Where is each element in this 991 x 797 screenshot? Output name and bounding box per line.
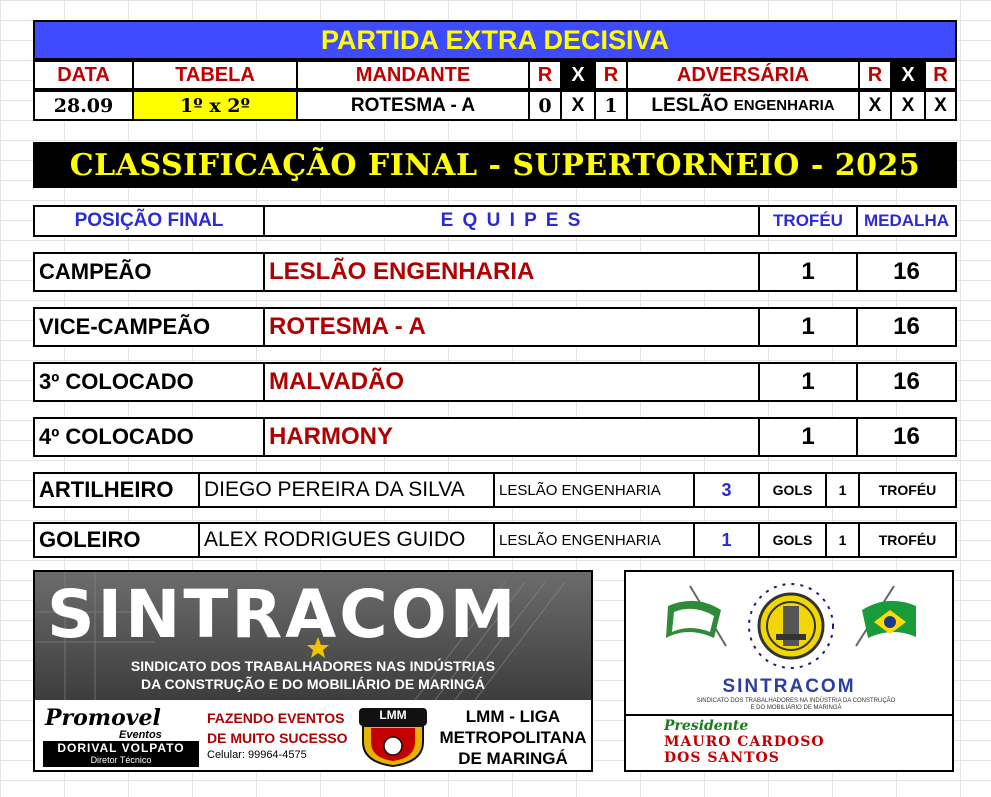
header-trophy: TROFÉU xyxy=(758,205,858,237)
sponsor-panel-left xyxy=(33,570,593,772)
position-4: 4º COLOCADO xyxy=(33,417,265,457)
sintracom-subtitle-1: SINDICATO DOS TRABALHADORES NAS INDÚSTRIAS xyxy=(130,658,496,674)
medal-1: 16 xyxy=(856,252,957,292)
award-player-top-scorer: DIEGO PEREIRA DA SILVA xyxy=(198,472,495,508)
trophy-4: 1 xyxy=(758,417,858,457)
match-date: 28.09 xyxy=(33,90,134,121)
league-line-2: METROPOLITANA xyxy=(439,728,587,747)
header-medal: MEDALHA xyxy=(856,205,957,237)
match-away-team xyxy=(626,90,860,121)
award-count-goalkeeper: 1 xyxy=(693,522,760,558)
header-adversaria: ADVERSÁRIA xyxy=(626,60,860,90)
award-team-goalkeeper: LESLÃO ENGENHARIA xyxy=(493,522,695,558)
position-2: VICE-CAMPEÃO xyxy=(33,307,265,347)
team-1: LESLÃO ENGENHARIA xyxy=(263,252,760,292)
away-team-small: ENGENHARIA xyxy=(733,97,835,114)
league-line-3: DE MARINGÁ xyxy=(458,749,568,768)
medal-2: 16 xyxy=(856,307,957,347)
sintracom-logo-subtitle: SINDICATO DOS TRABALHADORES NA INDÚSTRIA DA CONSTRUÇÃO E DO MOBILIÁRIO DE MARINGÁ xyxy=(696,698,896,711)
match-rx-3: X xyxy=(924,90,957,121)
classification-title: CLASSIFICAÇÃO FINAL - SUPERTORNEIO - 2025 xyxy=(33,142,957,188)
header-r-3: R xyxy=(858,60,892,90)
sponsor-panel-right xyxy=(624,570,954,772)
header-tabela: TABELA xyxy=(132,60,298,90)
team-3: MALVADÃO xyxy=(263,362,760,402)
league-line-1: LMM - LIGA xyxy=(465,707,561,726)
award-unit-goalkeeper: GOLS xyxy=(758,522,827,558)
promovel-director-name: DORIVAL VOLPATO xyxy=(57,741,185,755)
header-teams: E Q U I P E S xyxy=(263,205,760,237)
award-trophy-label-goalkeeper: TROFÉU xyxy=(858,522,957,558)
award-category-top-scorer: ARTILHEIRO xyxy=(33,472,200,508)
match-x: X xyxy=(560,90,596,121)
president-block xyxy=(664,718,916,766)
promo-line-2: DE MUITO SUCESSO xyxy=(207,730,348,746)
award-unit-top-scorer: GOLS xyxy=(758,472,827,508)
promovel-director-box xyxy=(43,741,199,767)
president-name-1: MAURO CARDOSO xyxy=(664,734,825,750)
promo-line-1: FAZENDO EVENTOS xyxy=(207,710,345,726)
medal-3: 16 xyxy=(856,362,957,402)
match-home-score: 0 xyxy=(528,90,562,121)
panel-divider xyxy=(624,714,954,716)
team-2: ROTESMA - A xyxy=(263,307,760,347)
sintracom-title: SINTRACOM xyxy=(47,576,519,653)
award-trophy-count-goalkeeper: 1 xyxy=(825,522,860,558)
promovel-director-role: Diretor Técnico xyxy=(90,755,152,765)
match-away-score: 1 xyxy=(594,90,628,121)
sintracom-logo-title: SINTRACOM xyxy=(722,676,856,697)
promovel-brand-sub: Eventos xyxy=(119,729,162,741)
award-team-top-scorer: LESLÃO ENGENHARIA xyxy=(493,472,695,508)
league-text xyxy=(435,706,591,769)
match-rx-2: X xyxy=(890,90,926,121)
sintracom-emblem-icon xyxy=(666,576,916,676)
match-rx-1: X xyxy=(858,90,892,121)
trophy-3: 1 xyxy=(758,362,858,402)
trophy-1: 1 xyxy=(758,252,858,292)
header-r-home: R xyxy=(528,60,562,90)
promovel-logo xyxy=(41,705,201,767)
header-r-away: R xyxy=(594,60,628,90)
header-r-4: R xyxy=(924,60,957,90)
lmm-badge-text: LMM xyxy=(379,708,407,722)
president-name-2: DOS SANTOS xyxy=(664,750,780,766)
match-banner-title: PARTIDA EXTRA DECISIVA xyxy=(33,20,957,60)
position-3: 3º COLOCADO xyxy=(33,362,265,402)
trophy-2: 1 xyxy=(758,307,858,347)
award-category-goalkeeper: GOLEIRO xyxy=(33,522,200,558)
award-trophy-label-top-scorer: TROFÉU xyxy=(858,472,957,508)
away-team-main: LESLÃO xyxy=(651,94,729,116)
match-home-team: ROTESMA - A xyxy=(296,90,530,121)
header-data: DATA xyxy=(33,60,134,90)
header-x-2: X xyxy=(890,60,926,90)
team-4: HARMONY xyxy=(263,417,760,457)
header-mandante: MANDANTE xyxy=(296,60,530,90)
promo-phone: Celular: 99964-4575 xyxy=(207,749,307,761)
medal-4: 16 xyxy=(856,417,957,457)
award-count-top-scorer: 3 xyxy=(693,472,760,508)
award-trophy-count-top-scorer: 1 xyxy=(825,472,860,508)
match-table: 1º x 2º xyxy=(132,90,298,121)
sintracom-banner xyxy=(35,572,591,700)
sintracom-subtitle-2: DA CONSTRUÇÃO E DO MOBILIÁRIO DE MARINGÁ xyxy=(140,676,486,692)
promovel-promo-text xyxy=(207,710,357,761)
header-x-home: X xyxy=(560,60,596,90)
header-position: POSIÇÃO FINAL xyxy=(33,205,265,237)
president-label: Presidente xyxy=(664,718,749,734)
position-1: CAMPEÃO xyxy=(33,252,265,292)
award-player-goalkeeper: ALEX RODRIGUES GUIDO xyxy=(198,522,495,558)
promovel-brand: Promovel xyxy=(45,705,161,731)
